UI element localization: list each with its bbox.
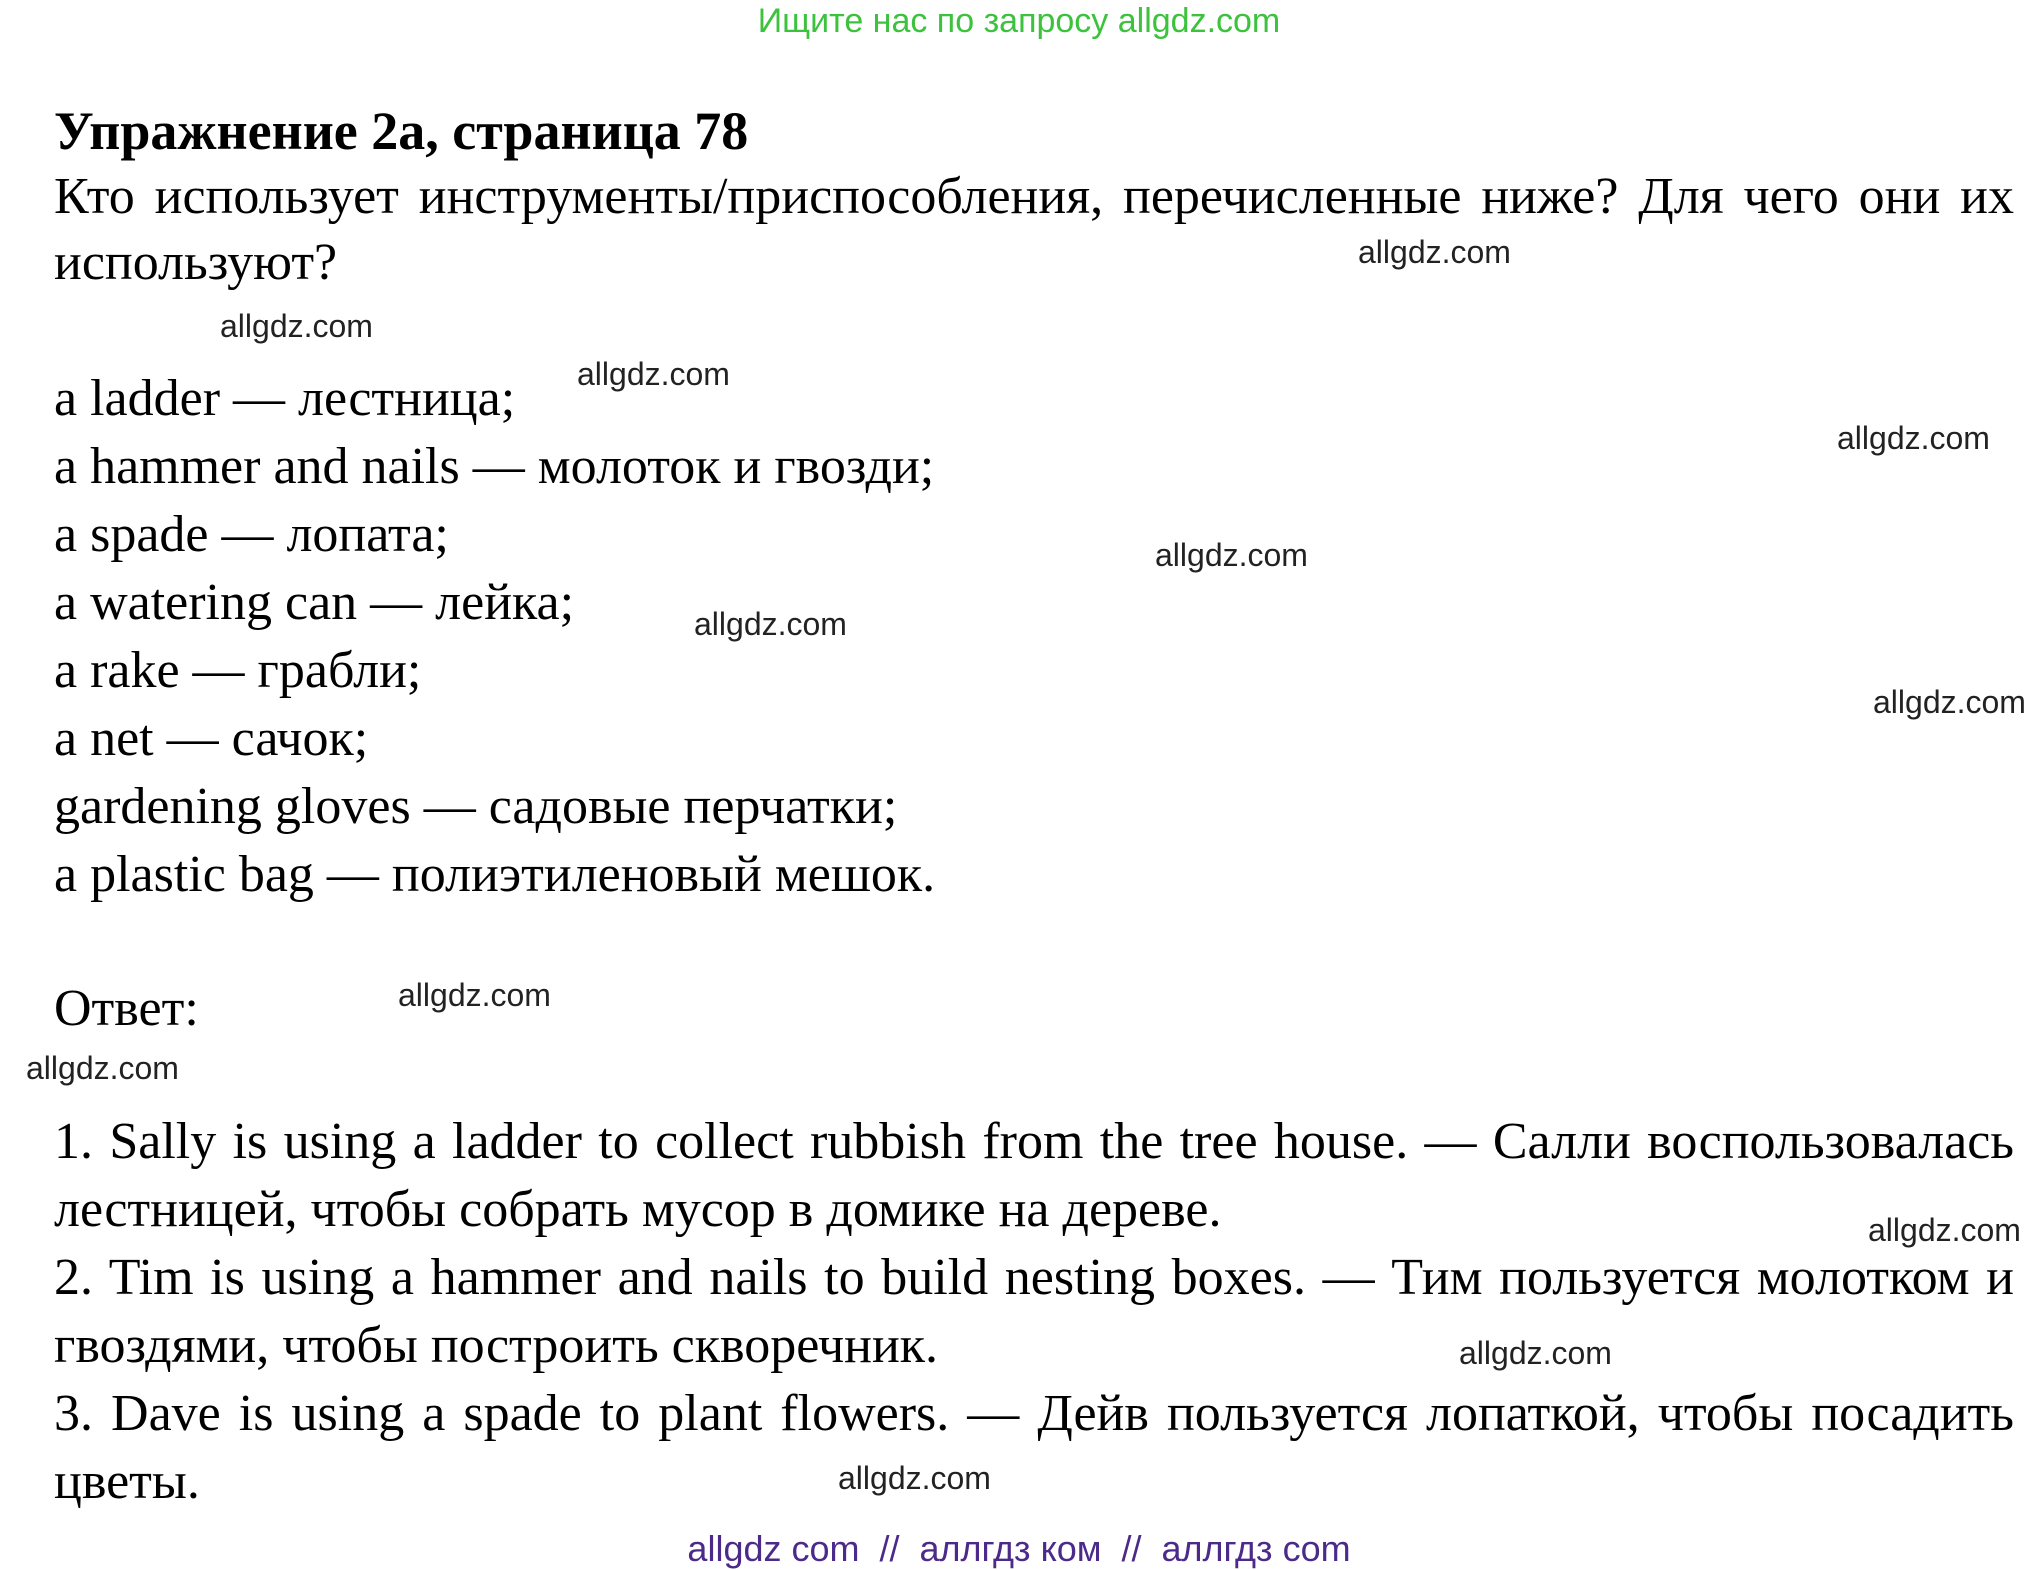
answer-list bbox=[54, 1108, 2014, 1516]
watermark: allgdz.com bbox=[398, 977, 551, 1013]
watermark: allgdz.com bbox=[1873, 684, 2026, 720]
exercise-question: Кто использует инструменты/приспособления, перечисленные ниже? Для чего они их используют? bbox=[54, 168, 2014, 291]
exercise-header bbox=[54, 98, 2014, 296]
watermark: allgdz.com bbox=[1837, 420, 1990, 456]
footer-links: allgdz com // аллгдз ком // аллгдз com bbox=[687, 1528, 1351, 1569]
watermark: allgdz.com bbox=[1358, 234, 1511, 270]
exercise-title: Упражнение 2а, страница 78 bbox=[54, 101, 749, 161]
vocabulary-item: a hammer and nails — молоток и гвозди; bbox=[54, 438, 935, 495]
watermark: allgdz.com bbox=[1868, 1212, 2021, 1248]
answer-item: 2. Tim is using a hammer and nails to build nesting boxes. — Тим пользуется молотком и гвоздями, чтобы построить скворечник. bbox=[54, 1249, 2014, 1374]
watermark: allgdz.com bbox=[220, 308, 373, 344]
vocabulary-item: a ladder — лестница; bbox=[54, 370, 516, 427]
watermark: allgdz.com bbox=[838, 1460, 991, 1496]
watermark: allgdz.com bbox=[577, 356, 730, 392]
vocabulary-item: a rake — грабли; bbox=[54, 642, 422, 699]
watermark: allgdz.com bbox=[1459, 1335, 1612, 1371]
vocabulary-item: a plastic bag — полиэтиленовый мешок. bbox=[54, 846, 936, 903]
vocabulary-item: gardening gloves — садовые перчатки; bbox=[54, 778, 898, 835]
answer-item: 1. Sally is using a ladder to collect rubbish from the tree house. — Салли воспользовалась лестницей, чтобы собрать мусор в домике на дереве. bbox=[54, 1113, 2014, 1238]
answer-label: Ответ: bbox=[54, 980, 199, 1037]
top-banner: Ищите нас по запросу allgdz.com bbox=[757, 2, 1281, 40]
answer-item: 3. Dave is using a spade to plant flowers. — Дейв пользуется лопаткой, чтобы посадить цветы. bbox=[54, 1385, 2014, 1510]
vocabulary-item: a net — сачок; bbox=[54, 710, 369, 767]
watermark: allgdz.com bbox=[1155, 537, 1308, 573]
vocabulary-item: a spade — лопата; bbox=[54, 506, 449, 563]
vocabulary-item: a watering can — лейка; bbox=[54, 574, 575, 631]
watermark: allgdz.com bbox=[26, 1050, 179, 1086]
watermark: allgdz.com bbox=[694, 606, 847, 642]
